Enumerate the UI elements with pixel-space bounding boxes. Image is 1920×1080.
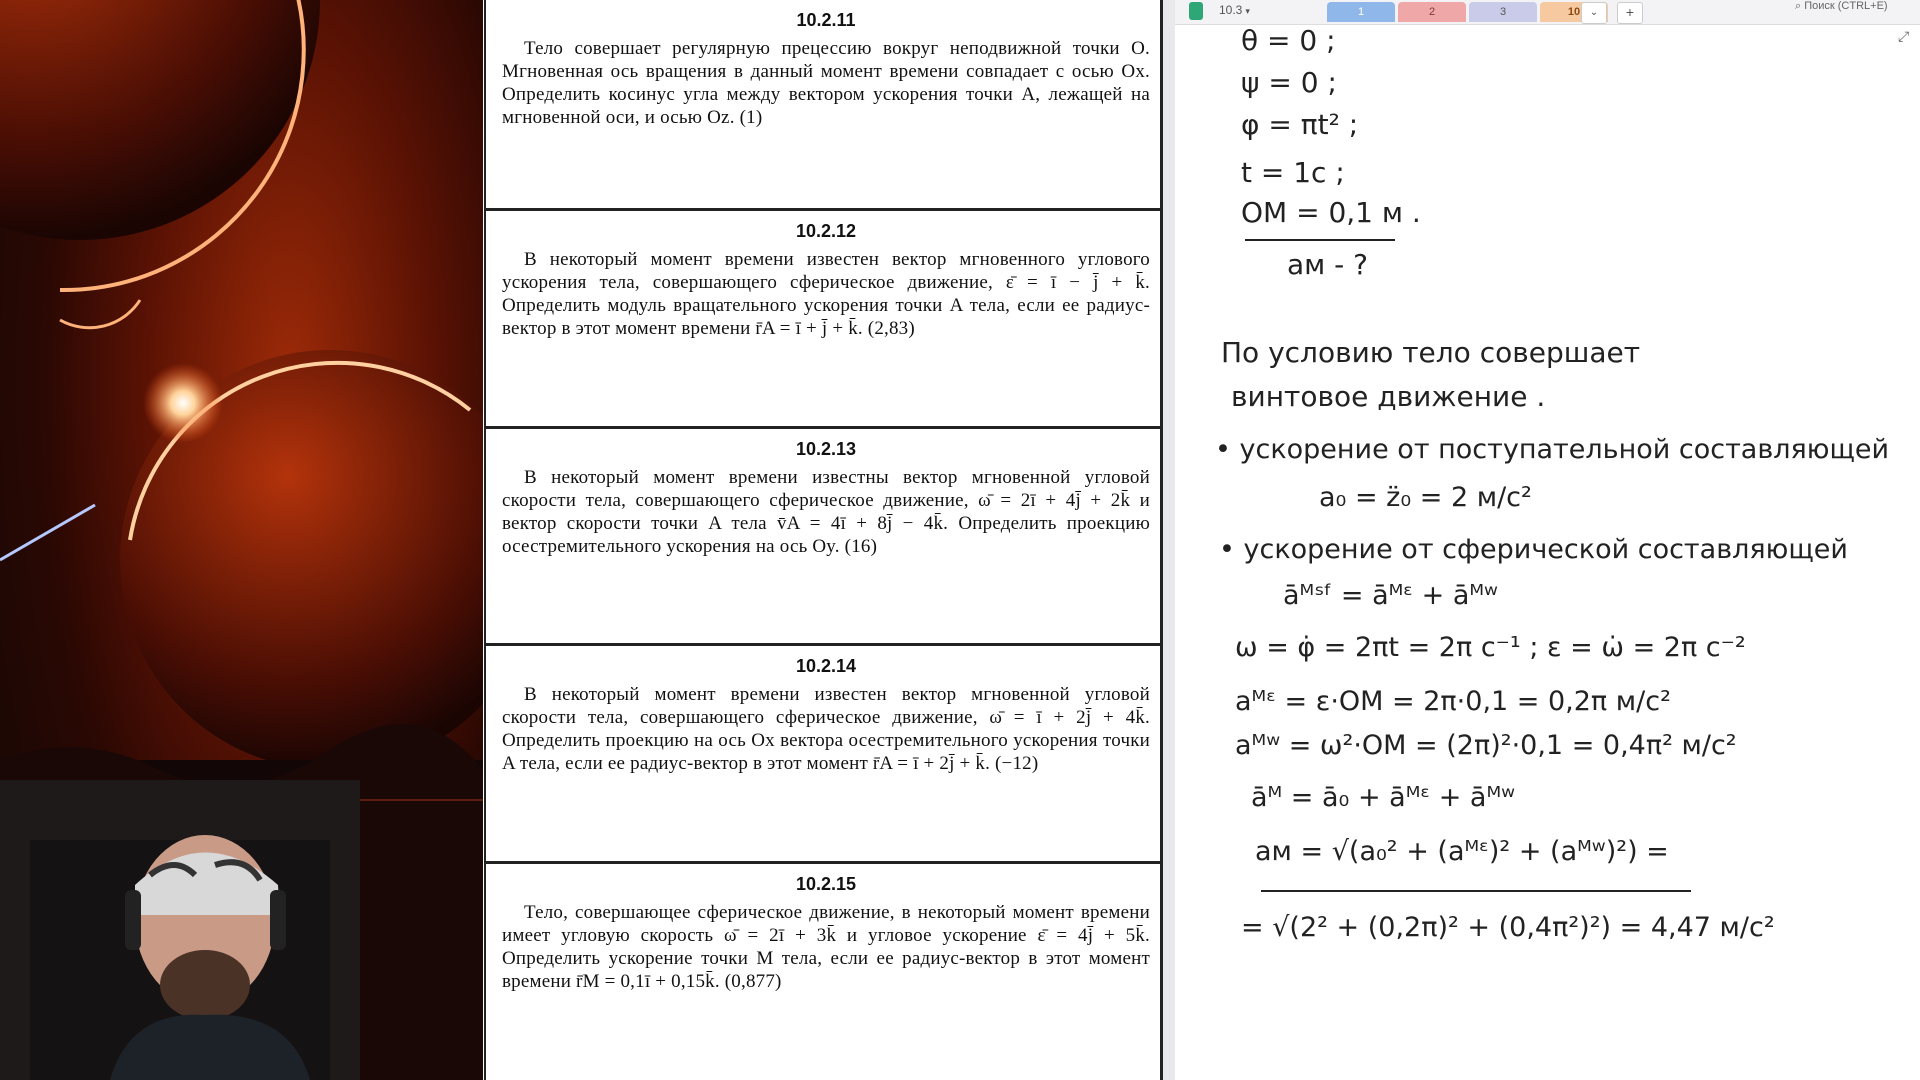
add-tab-button[interactable]: +	[1617, 2, 1643, 24]
page-tab[interactable]: 2	[1398, 2, 1466, 22]
problem-block	[486, 429, 1160, 646]
problem-text: В некоторый момент времени известны вектор мгновенной угловой скорости тела, совершающего сферическое движение, ω̄ = 2ī + 4j̄ + 2k̄ и вектор скорости точки A тела v̄A = 4ī + 8j̄ − 4k̄. Определить проекцию осестремительного ускорения на ось Oy. (16)	[502, 467, 1150, 557]
panel-divider	[1163, 0, 1175, 1080]
find-line: aм - ?	[1287, 248, 1369, 281]
note-text: • ускорение от поступательной составляющей	[1215, 434, 1890, 465]
desktop-wallpaper	[0, 0, 483, 1080]
notes-app	[1175, 0, 1920, 1080]
problem-text: В некоторый момент времени известен вектор мгновенной угловой скорости тела, совершающего сферическое движение, ω̄ = ī + 2j̄ + 4k̄. Определить проекцию на ось Ox вектора осестремительного ускорения точки A тела, если ее радиус-вектор в этот момент r̄A = ī + 2j̄ + k̄. (−12)	[502, 684, 1150, 774]
zoom-value: 10.3	[1219, 3, 1243, 17]
problem-number: 10.2.13	[795, 439, 857, 459]
problem-text: Тело совершает регулярную прецессию вокруг неподвижной точки O. Мгновенная ось вращения в данный момент времени совпадает с осью Ox. Определить косинус угла между вектором ускорения точки A, лежащей на мгновенной оси, и осью Oz. (1)	[502, 38, 1150, 128]
search-hint: Поиск (CTRL+E)	[1804, 0, 1888, 12]
problem-block	[486, 211, 1160, 429]
notes-toolbar	[1175, 0, 1920, 25]
expand-icon[interactable]: ⤢	[1898, 30, 1910, 45]
chevron-down-icon: ▾	[1245, 6, 1250, 16]
problem-book-page	[484, 0, 1163, 1080]
presenter-video	[0, 780, 360, 1080]
search-icon: ⌕	[1795, 0, 1805, 12]
problem-number: 10.2.12	[795, 221, 857, 241]
problem-block	[486, 0, 1160, 211]
equation: āᴹˢᶠ = āᴹᵋ + āᴹʷ	[1283, 580, 1498, 611]
note-text: • ускорение от сферической составляющей	[1219, 534, 1848, 565]
equation: aм = √(a₀² + (aᴹᵋ)² + (aᴹʷ)²) =	[1255, 836, 1669, 867]
equation: aᴹᵋ = ε·OM = 2π·0,1 = 0,2π м/с²	[1235, 686, 1671, 717]
given-line: t = 1c ;	[1241, 156, 1345, 189]
given-line: θ = 0 ;	[1241, 24, 1336, 57]
problem-text: Тело, совершающее сферическое движение, в некоторый момент времени имеет угловую скорость ω̄ = 2ī + 3k̄ и угловое ускорение ε̄ = 4j̄ + 5k̄. Определить ускорение точки M тела, если ее радиус-вектор в этот момент времени r̄M = 0,1ī + 0,15k̄. (0,877)	[502, 902, 1150, 992]
given-line: OM = 0,1 м .	[1241, 196, 1421, 229]
note-text: По условию тело совершает	[1221, 336, 1641, 369]
page-tab[interactable]: 3	[1469, 2, 1537, 22]
equation: = √(2² + (0,2π)² + (0,4π²)²) = 4,47 м/с²	[1241, 912, 1775, 943]
tabs-menu-button[interactable]	[1581, 2, 1607, 24]
zoom-dropdown[interactable]	[1219, 3, 1250, 17]
equation: āᴹ = ā₀ + āᴹᵋ + āᴹʷ	[1251, 782, 1516, 813]
equation: aᴹʷ = ω²·OM = (2π)²·0,1 = 0,4π² м/с²	[1235, 730, 1737, 761]
given-line: φ = πt² ;	[1241, 108, 1359, 141]
problem-text: В некоторый момент времени известен вектор мгновенного углового ускорения тела, совершающего сферическое движение, ε̄ = ī − j̄ + k̄. Определить модуль вращательного ускорения точки A тела, если ее радиус-вектор в этот момент времени r̄A = ī + j̄ + k̄. (2,83)	[502, 249, 1150, 339]
problem-block	[486, 646, 1160, 864]
problem-number: 10.2.14	[795, 656, 857, 676]
underline	[1261, 890, 1691, 892]
webcam-overlay	[0, 780, 360, 1080]
chevron-down-icon: ⌄	[1589, 7, 1599, 18]
problem-block	[486, 864, 1160, 1080]
problem-number: 10.2.15	[795, 874, 857, 894]
problem-number: 10.2.11	[796, 10, 856, 30]
notes-app-icon	[1189, 2, 1203, 20]
search-field[interactable]	[1795, 0, 1888, 13]
fraction-line	[1245, 239, 1395, 241]
note-text: винтовое движение .	[1231, 380, 1546, 413]
page-tab[interactable]: 1	[1327, 2, 1395, 22]
equation: a₀ = z̈₀ = 2 м/с²	[1319, 482, 1532, 513]
equation: ω = φ̇ = 2πt = 2π с⁻¹ ; ε = ω̇ = 2π с⁻²	[1235, 632, 1746, 663]
page-tab-active[interactable]: 10	[1540, 2, 1608, 22]
given-line: ψ = 0 ;	[1241, 66, 1337, 99]
